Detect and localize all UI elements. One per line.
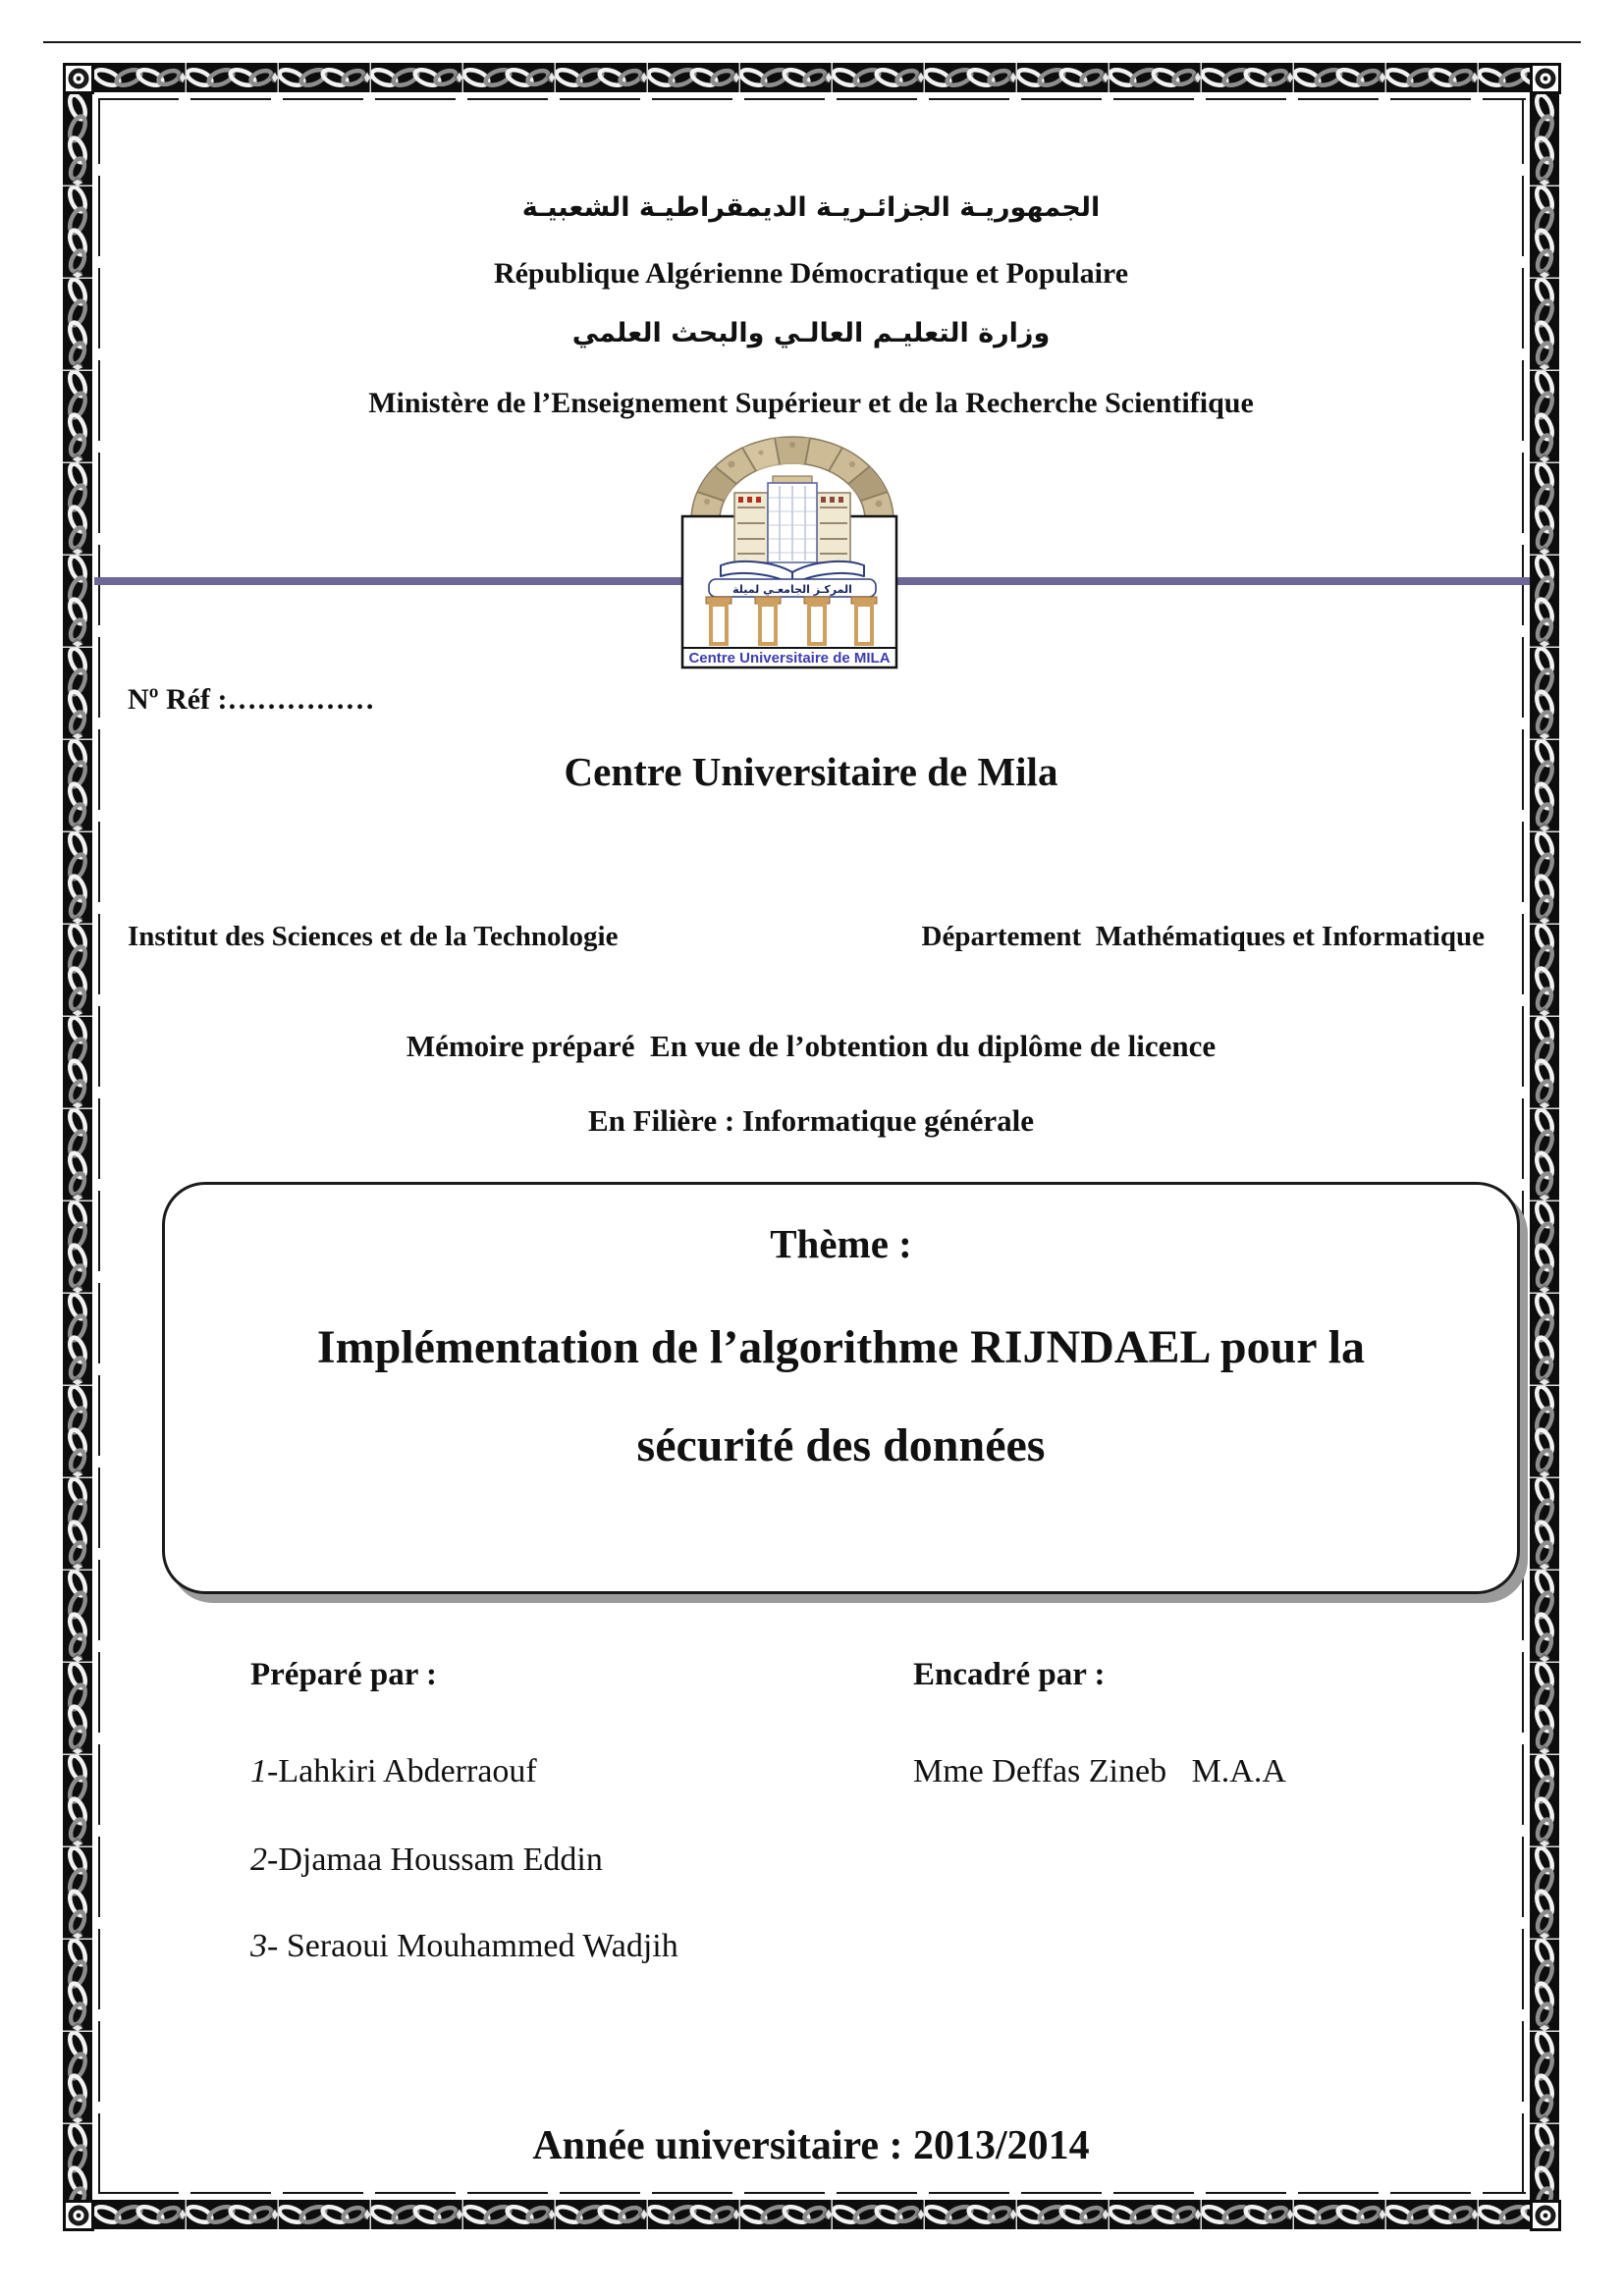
student-name-3 (250, 1928, 678, 1965)
student-name-text: Lahkiri Abderraouf (278, 1753, 537, 1789)
filiere-line: En Filière : Informatique générale (587, 1103, 1034, 1138)
academic-year-line: Année universitaire : 2013/2014 (532, 2123, 1090, 2168)
border-corner-icon (63, 2200, 94, 2231)
logo-caption: Centre Universitaire de MILA (688, 650, 891, 667)
border-band-top (94, 63, 1530, 92)
logo-banner-arabic: المركـز الجامعـي لميلة (732, 583, 852, 596)
border-corner-icon (63, 63, 94, 94)
university-title: Centre Universitaire de Mila (564, 749, 1058, 794)
student-name-text: Seraoui Mouhammed Wadjih (286, 1928, 678, 1964)
theme-heading: Thème : (770, 1221, 912, 1266)
border-corner-icon (1530, 2200, 1561, 2231)
border-outer-line (43, 41, 1581, 43)
republic-name-french: République Algérienne Démocratique et Populaire (493, 257, 1129, 290)
thesis-title-line2: sécurité des données (636, 1419, 1046, 1471)
ministry-name-french: Ministère de l’Enseignement Supérieur et de la Recherche Scientifique (368, 387, 1254, 419)
ministry-name-arabic: وزارة التعليـم العالـي والبحث العلمي (571, 318, 1051, 348)
prepared-by-label: Préparé par : (250, 1657, 437, 1692)
border-band-bottom (94, 2200, 1530, 2229)
institute-name: Institut des Sciences et de la Technologie (128, 921, 619, 952)
border-corner-icon (1530, 63, 1561, 94)
memoire-line: Mémoire préparé En vue de l’obtention du diplôme de licence (406, 1029, 1217, 1063)
department-name: Département Mathématiques et Informatique (921, 921, 1485, 952)
student-name-2 (250, 1842, 603, 1879)
republic-name-arabic: الجمهوريـة الجزائـريـة الديمقراطيـة الشعبيـة (521, 192, 1101, 223)
thesis-title-line1: Implémentation de l’algorithme RIJNDAEL pour la (316, 1321, 1366, 1373)
border-inner-line-bottom (98, 2192, 1526, 2194)
building-graphic (734, 476, 850, 562)
student-number: 2- (250, 1842, 279, 1878)
theme-box (162, 1182, 1520, 1594)
logo-banner (709, 579, 876, 597)
supervisor-name: Mme Deffas Zineb M.A.A (913, 1753, 1286, 1789)
student-name-text: Djamaa Houssam Eddin (278, 1842, 603, 1878)
student-number: 1- (250, 1753, 279, 1789)
student-number: 3- (250, 1928, 287, 1964)
university-logo (677, 425, 905, 672)
border-inner-line-top (98, 98, 1526, 100)
reference-number-label: Nº Réf :…………… (128, 683, 375, 716)
student-name-1 (250, 1753, 537, 1790)
supervised-by-label: Encadré par : (913, 1657, 1106, 1692)
